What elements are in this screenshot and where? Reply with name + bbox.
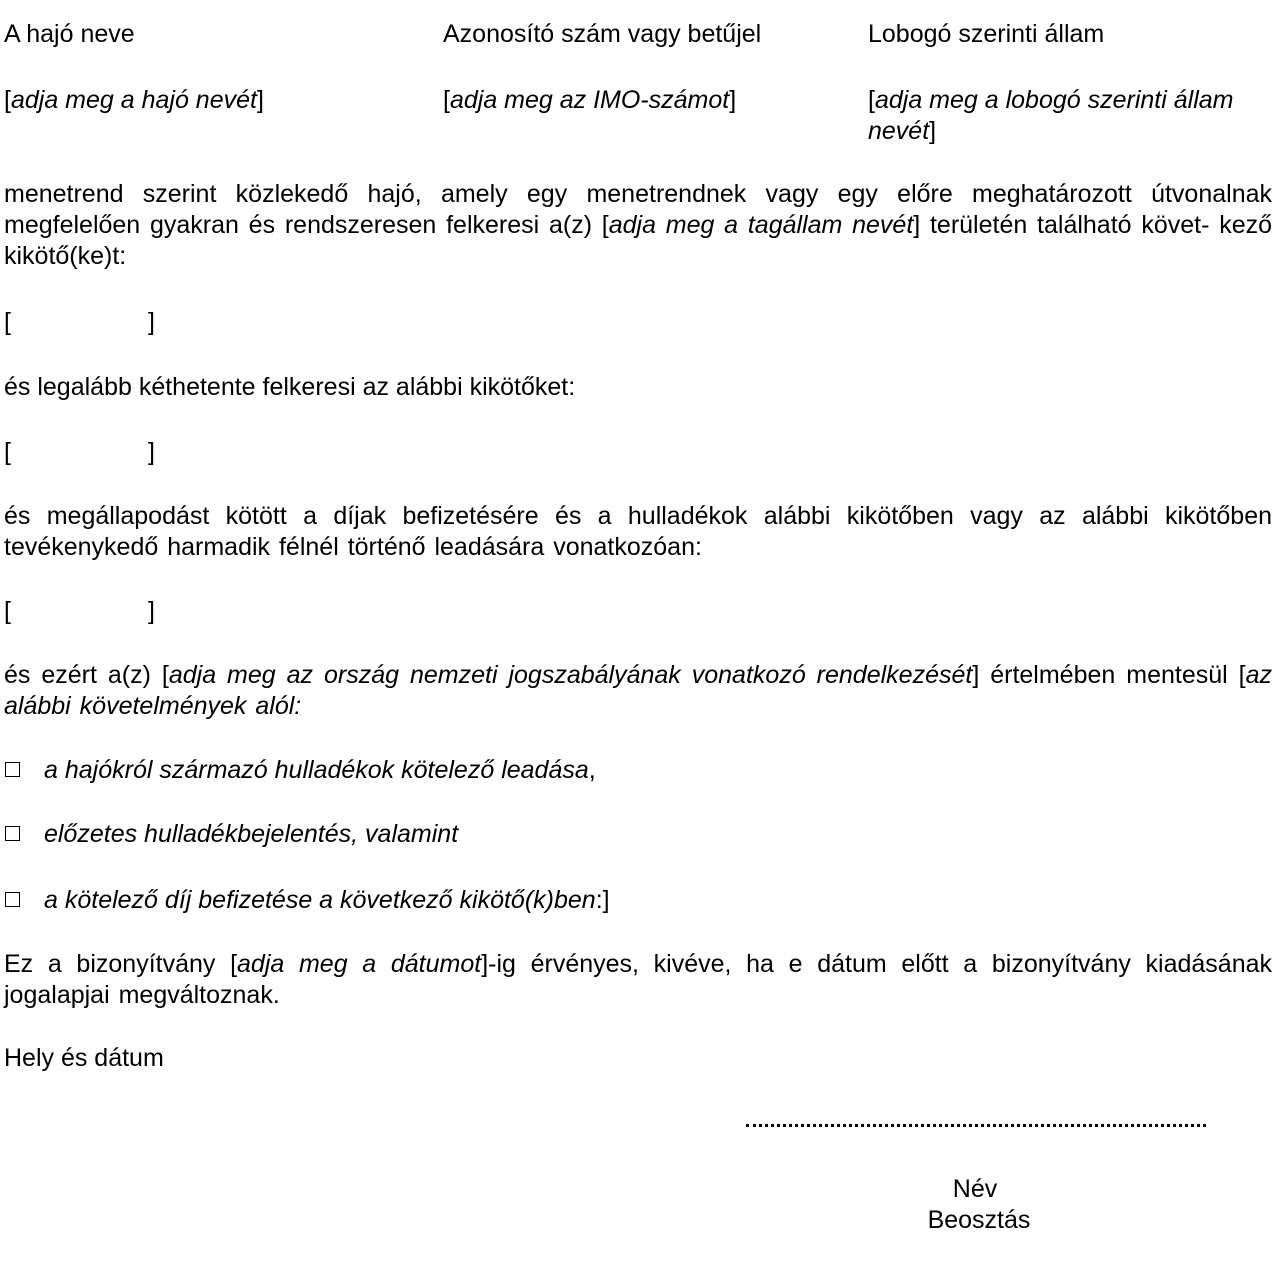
imo-number-value: [adja meg az IMO-számot] xyxy=(443,86,737,114)
option-checkbox-3[interactable] xyxy=(5,892,20,907)
option-checkbox-1[interactable] xyxy=(5,762,20,777)
paragraph-scheduled-ship: menetrend szerint közlekedő hajó, amely egy menetrendnek vagy egy előre meghatározott útvonalnak megfelelően gyakran és rendszeresen felkeresi a(z) [adja meg a tagállam nevét] területén található követ- kező kikötő(ke)t: xyxy=(4,180,1272,270)
port-list-bracket-close: ] xyxy=(148,308,155,336)
paragraph-validity: Ez a bizonyítvány [adja meg a dátumot]-ig érvényes, kivéve, ha e dátum előtt a bizonyítvány kiadásának jogalapjai megváltoznak. xyxy=(4,950,1273,1009)
biweekly-ports-bracket-close: ] xyxy=(148,438,155,466)
agreement-port-bracket-open: [ xyxy=(4,597,11,625)
flag-state-value: [adja meg a lobogó szerinti állam xyxy=(868,86,1234,114)
paragraph-exemption: és ezért a(z) [adja meg az ország nemzeti jogszabályának vonatkozó rendelkezését] értelmében mentesül [az alábbi követelmények alól: xyxy=(4,661,1272,720)
ship-name-label: A hajó neve xyxy=(4,20,135,48)
flag-state-value-cont: nevét] xyxy=(868,117,937,145)
ship-name-value: [adja meg a hajó nevét] xyxy=(4,86,264,114)
paragraph-biweekly-ports: és legalább kéthetente felkeresi az alábbi kikötőket: xyxy=(4,373,576,401)
id-number-label: Azonosító szám vagy betűjel xyxy=(443,20,762,48)
signatory-name-label: Név xyxy=(952,1175,998,1203)
flag-state-label: Lobogó szerinti állam xyxy=(868,20,1105,48)
option-waste-delivery: a hajókról származó hulladékok kötelező leadása, xyxy=(44,756,596,784)
option-waste-notification: előzetes hulladékbejelentés, valamint xyxy=(44,820,459,848)
biweekly-ports-bracket-open: [ xyxy=(4,438,11,466)
option-fee-payment: a kötelező díj befizetése a következő kikötő(k)ben:] xyxy=(44,886,610,914)
paragraph-agreement: és megállapodást kötött a díjak befizetésére és a hulladékok alábbi kikötőben vagy az alábbi kikötőben tevékenykedő harmadik félnél történő leadására vonatkozóan: xyxy=(4,502,1272,561)
signature-line xyxy=(746,1114,1206,1127)
option-checkbox-2[interactable] xyxy=(5,826,20,841)
port-list-bracket-open: [ xyxy=(4,308,11,336)
agreement-port-bracket-close: ] xyxy=(148,597,155,625)
signatory-position-label: Beosztás xyxy=(927,1206,1031,1234)
place-and-date-label: Hely és dátum xyxy=(4,1044,164,1072)
